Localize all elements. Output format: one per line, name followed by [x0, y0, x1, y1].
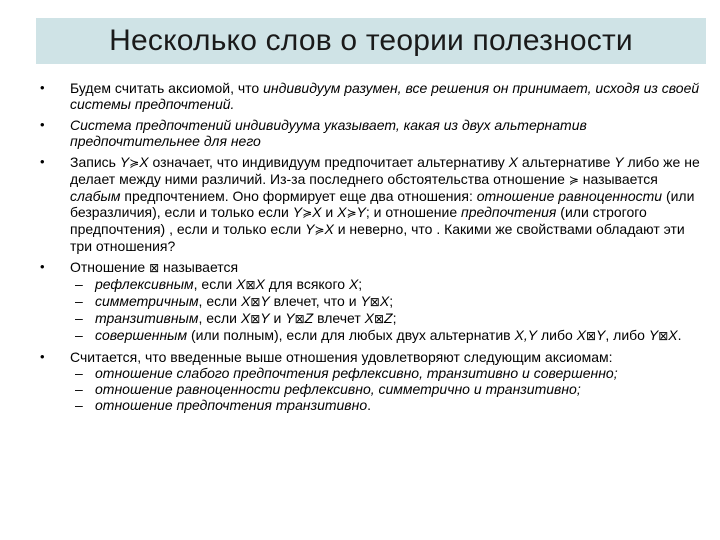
bullet-text: и — [321, 204, 338, 220]
bullet-text: называется — [159, 259, 239, 275]
sub-text: влечет — [313, 310, 365, 326]
var: X — [379, 293, 390, 309]
var: Y — [648, 327, 659, 343]
sub-text: и — [269, 310, 286, 326]
sub-item-symmetric — [40, 293, 700, 310]
var: X — [364, 310, 374, 326]
dash-marker: – — [75, 293, 83, 309]
slide-content — [40, 80, 700, 418]
relation-symbol: ⊠ — [373, 312, 385, 326]
axiom-text: отношение предпочтения транзитивно — [95, 397, 368, 413]
var: Y — [360, 293, 370, 309]
title-bar — [36, 18, 706, 64]
var: X — [348, 276, 359, 292]
var: X — [576, 327, 586, 343]
bullet-lead: • Считается, что введенные выше отношения удовлетворяют следующим аксиомам: — [70, 349, 613, 365]
bullet-item-2 — [40, 117, 700, 149]
var-x: X — [324, 221, 334, 237]
axiom-text: отношение слабого предпочтения рефлексивно, транзитивно и совершенно; — [95, 365, 618, 381]
sub-item-transitive — [40, 310, 700, 327]
var: Y — [596, 327, 606, 343]
weak-pref-symbol: ≽ — [302, 206, 313, 220]
relation-symbol: ⊠ — [658, 329, 669, 343]
bullet-text: называется — [578, 171, 658, 187]
var: X — [255, 276, 265, 292]
var: Z — [304, 310, 314, 326]
term-preference: предпочтения — [461, 204, 557, 220]
sub-text: (или полным), если для любых двух альтернатив — [187, 327, 515, 343]
var-y: Y — [614, 154, 624, 170]
page-title: Несколько слов о теории полезности — [109, 24, 633, 57]
sub-text: , либо — [605, 327, 649, 343]
var: X — [241, 293, 251, 309]
bullet-text-italic: индивидуум разумен, все решения он принимает, исходя из своей системы предпочтений. — [70, 80, 700, 112]
bullet-text: Будем считать аксиомой, что — [70, 80, 264, 96]
relation-symbol: ⊠ — [585, 329, 597, 343]
sub-text: , если — [198, 310, 241, 326]
sub-text: ; — [389, 293, 394, 309]
relation-symbol: ⊠ — [294, 312, 305, 326]
relation-symbol: ⊠ — [369, 295, 380, 309]
bullet-lead — [70, 259, 700, 276]
bullet-text: предпочтением. Оно формирует еще два отношения: — [120, 188, 477, 204]
sub-text: влечет, что и — [269, 293, 361, 309]
sub-text: , если — [198, 293, 241, 309]
var-y: Y — [305, 221, 315, 237]
var-x: X — [312, 204, 322, 220]
relation-symbol: ⊠ — [149, 261, 160, 275]
axiom-preference — [40, 397, 700, 413]
dash-marker: – — [75, 327, 83, 343]
bullet-text: альтернативе — [517, 154, 615, 170]
bullet-text: либо же не делает между ними различий. Из-за последнего обстоятельства отношение — [70, 154, 700, 187]
term: транзитивным — [95, 310, 199, 326]
sub-item-reflexive — [40, 276, 700, 293]
bullet-text: (или строгого предпочтения) , если и только если — [70, 204, 647, 237]
term: рефлексивным — [95, 276, 194, 292]
bullet-text-italic: Система предпочтений индивидуума указывает, какая из двух альтернатив предпочтительнее для него — [70, 117, 587, 149]
bullet-item-4 — [40, 259, 700, 344]
bullet-text: (или безразличия), если и только если — [70, 188, 695, 220]
bullet-text: означает, что индивидуум предпочитает альтернативу — [148, 154, 509, 170]
var-y: Y — [356, 204, 366, 220]
weak-pref-symbol: ≽ — [129, 156, 140, 170]
sub-text: для всякого — [264, 276, 349, 292]
sub-text: . — [677, 327, 682, 343]
sub-text: , если — [193, 276, 237, 292]
var-y: Y — [292, 204, 303, 220]
dash-marker: – — [75, 310, 83, 326]
bullet-text: Отношение — [70, 259, 150, 275]
axiom-text: отношение равноценности рефлексивно, симметрично и транзитивно; — [95, 381, 581, 397]
weak-pref-symbol: ≽ — [346, 206, 357, 220]
sub-text: либо — [537, 327, 577, 343]
bullet-item-3 — [40, 154, 700, 254]
var-x: X — [337, 204, 347, 220]
var: Z — [384, 310, 393, 326]
bullet-text: ; и отношение — [365, 204, 462, 220]
var-x: X — [508, 154, 518, 170]
var: Y — [285, 310, 295, 326]
axiom-weak-preference — [40, 365, 700, 381]
bullet-text: Запись — [70, 154, 120, 170]
relation-symbol: ⊠ — [250, 295, 261, 309]
var-y: Y — [119, 154, 130, 170]
axiom-equivalence — [40, 381, 700, 397]
term-equivalence: отношение равноценности — [476, 188, 663, 204]
var: X — [236, 276, 246, 292]
relation-symbol: ⊠ — [250, 312, 261, 326]
var: Y — [260, 310, 270, 326]
sub-text: ; — [358, 276, 363, 292]
dash-marker: – — [75, 381, 83, 397]
sub-item-complete — [40, 327, 700, 344]
bullet-item-5 — [40, 349, 700, 413]
var: X,Y — [514, 327, 538, 343]
var: Y — [260, 293, 270, 309]
dash-marker: – — [75, 397, 83, 413]
var-x: X — [139, 154, 149, 170]
bullet-item-1 — [40, 80, 700, 112]
term-weak: слабым — [70, 188, 121, 204]
sub-text: ; — [392, 310, 397, 326]
term: симметричным — [95, 293, 199, 309]
relation-symbol: ⊠ — [245, 278, 256, 292]
sub-text: . — [367, 397, 371, 413]
term: совершенным — [95, 327, 188, 343]
dash-marker: – — [75, 276, 83, 292]
weak-pref-symbol: ≽ — [314, 223, 325, 237]
bullet-text: и неверно, что . Какими же свойствами обладают эти три отношения? — [70, 221, 685, 254]
var: X — [668, 327, 678, 343]
weak-pref-symbol: ≽ — [568, 173, 579, 187]
dash-marker: – — [75, 365, 83, 381]
var: X — [240, 310, 251, 326]
